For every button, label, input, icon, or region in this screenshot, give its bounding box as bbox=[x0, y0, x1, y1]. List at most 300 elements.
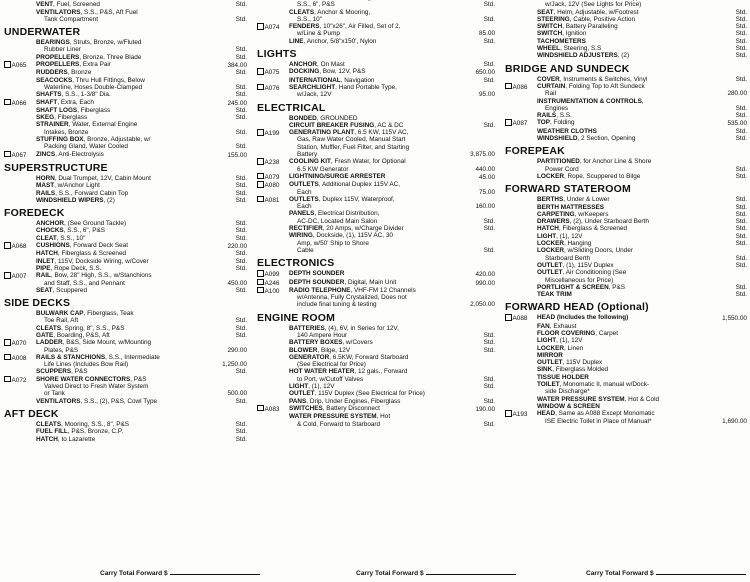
section bbox=[505, 0, 747, 60]
item-description bbox=[288, 398, 465, 405]
item-description bbox=[288, 9, 465, 24]
option-code-text: A099 bbox=[264, 271, 280, 279]
item-price: 245.00 bbox=[227, 99, 247, 107]
option-code bbox=[257, 339, 288, 346]
option-code bbox=[505, 112, 536, 119]
option-code-text: A246 bbox=[264, 279, 280, 287]
list-item bbox=[505, 291, 747, 298]
description-line: FENDERS, 10"x26", Air Filled, Set of 2, bbox=[289, 23, 401, 31]
list-item bbox=[4, 136, 247, 151]
item-description bbox=[35, 61, 217, 69]
item-description bbox=[35, 235, 217, 242]
description-line: BERTH MATTRESSES bbox=[537, 203, 604, 211]
item-description bbox=[288, 158, 465, 173]
description-line: HATCH, Fiberglass & Screened bbox=[36, 250, 127, 258]
option-code bbox=[505, 225, 536, 232]
list-item bbox=[257, 77, 495, 84]
option-code bbox=[4, 368, 35, 375]
description-line: PIPE, Rope Deck, S.S. bbox=[36, 264, 102, 272]
section-title: SIDE DECKS bbox=[4, 297, 71, 310]
list-item bbox=[4, 39, 247, 54]
description-line: Cable bbox=[297, 246, 314, 254]
item-description bbox=[536, 345, 717, 352]
item-description bbox=[35, 1, 217, 8]
option-code bbox=[505, 374, 536, 381]
option-code bbox=[257, 196, 288, 211]
list-item bbox=[505, 247, 747, 262]
item-description bbox=[536, 38, 717, 45]
item-description bbox=[536, 52, 717, 59]
option-code bbox=[257, 158, 288, 173]
item-price: Std. bbox=[235, 368, 247, 376]
list-item bbox=[4, 250, 247, 257]
description-line: DEPTH SOUNDER, Digital, Main Unit bbox=[289, 278, 397, 286]
item-price: Std. bbox=[483, 331, 495, 339]
list-item bbox=[4, 376, 247, 398]
section bbox=[4, 26, 247, 159]
option-code-text: A072 bbox=[11, 376, 27, 384]
description-line: CIRCUIT BREAKER FUSING, AC & DC bbox=[289, 121, 404, 129]
item-price: 3,875.00 bbox=[470, 151, 495, 159]
option-code-text: A008 bbox=[11, 354, 27, 362]
item-description bbox=[536, 352, 717, 359]
description-line: RAILS, S.S. bbox=[537, 112, 572, 120]
item-description bbox=[536, 9, 717, 16]
option-code bbox=[257, 354, 288, 369]
item-price: Std. bbox=[735, 112, 747, 120]
item-description bbox=[35, 258, 217, 265]
item-description bbox=[536, 204, 717, 211]
item-price: Std. bbox=[235, 189, 247, 197]
description-line: SWITCHES, Battery Disconnect bbox=[289, 404, 380, 412]
option-code bbox=[4, 114, 35, 121]
description-line: CLEATS, Mooring, S.S., 8", P&S bbox=[36, 420, 130, 428]
description-line: SINK, Fiberglass Molded bbox=[537, 366, 609, 374]
list-item bbox=[505, 38, 747, 45]
list-item bbox=[505, 352, 747, 359]
list-item bbox=[505, 403, 747, 410]
option-code bbox=[505, 381, 536, 396]
item-price: 155.00 bbox=[227, 151, 247, 159]
description-line: MAST, w/Anchor Light bbox=[36, 182, 100, 190]
description-line: SWITCH, Battery Paralleling bbox=[537, 23, 618, 31]
option-code-text: A087 bbox=[512, 120, 528, 128]
item-description bbox=[288, 84, 465, 99]
item-price: Std. bbox=[235, 220, 247, 228]
item-price: Std. bbox=[735, 135, 747, 143]
option-code bbox=[4, 1, 35, 8]
option-code bbox=[4, 272, 35, 287]
carry-label: Carry Total Forward $ bbox=[356, 570, 424, 577]
checkbox[interactable] bbox=[505, 119, 512, 126]
item-price: 450.00 bbox=[227, 279, 247, 287]
list-item bbox=[505, 45, 747, 52]
section bbox=[505, 183, 747, 298]
description-line: SHAFT LOGS, Fiberglass bbox=[36, 106, 111, 114]
description-line: TOILET, Monomatic II, manual w/Dock- bbox=[537, 381, 650, 389]
option-code bbox=[505, 359, 536, 366]
description-line: PROPELLERS, Bronze, Three Blade bbox=[36, 53, 142, 61]
option-code bbox=[257, 383, 288, 390]
option-code bbox=[4, 54, 35, 61]
checkbox[interactable] bbox=[505, 314, 512, 321]
item-description bbox=[536, 366, 717, 373]
item-price: Std. bbox=[235, 182, 247, 190]
description-line: CLEATS, Spring, 8", S.S., P&S bbox=[36, 324, 125, 332]
list-item bbox=[505, 314, 747, 322]
list-item bbox=[505, 337, 747, 344]
item-price: 45.00 bbox=[479, 173, 495, 181]
list-item bbox=[505, 330, 747, 337]
checkbox[interactable] bbox=[257, 23, 264, 30]
description-line: 140 Ampere Hour bbox=[297, 331, 348, 339]
item-description bbox=[536, 135, 717, 142]
description-line: OUTLETS, Duplex 115V, Waterproof, bbox=[289, 195, 395, 203]
carry-total-forward bbox=[356, 570, 516, 577]
checkbox[interactable] bbox=[257, 84, 264, 91]
checkbox[interactable] bbox=[257, 279, 264, 286]
list-item bbox=[505, 0, 747, 9]
list-item bbox=[4, 242, 247, 250]
description-line: CARPETING, w/Keepers bbox=[537, 210, 609, 218]
list-item bbox=[4, 151, 247, 159]
description-line: LINE, Anchor, 5/8"x150', Nylon bbox=[289, 37, 377, 45]
list-item bbox=[257, 173, 495, 181]
option-code bbox=[4, 421, 35, 428]
item-price: Std. bbox=[735, 165, 747, 173]
item-description bbox=[536, 359, 717, 366]
list-item bbox=[4, 121, 247, 136]
item-description bbox=[536, 30, 717, 37]
description-line: Each bbox=[297, 188, 312, 196]
description-line: ZINCS, Anti-Electrolysis bbox=[36, 150, 104, 158]
option-code bbox=[4, 99, 35, 107]
checkbox[interactable] bbox=[4, 354, 11, 361]
section-title: ELECTRICAL bbox=[257, 101, 326, 114]
description-line: WATER PRESSURE SYSTEM, Hot & Cold bbox=[537, 395, 660, 403]
item-description bbox=[536, 291, 717, 298]
list-item bbox=[505, 240, 747, 247]
list-item bbox=[4, 354, 247, 369]
list-item bbox=[257, 84, 495, 99]
checkbox[interactable] bbox=[257, 129, 264, 136]
description-line: BATTERY BOXES, w/Covers bbox=[289, 339, 373, 347]
option-code bbox=[4, 265, 35, 272]
list-item bbox=[4, 368, 247, 375]
description-line: Waterline, Hoses Double-Clamped bbox=[44, 83, 143, 91]
item-price: Std. bbox=[735, 127, 747, 135]
item-description bbox=[288, 339, 465, 346]
section bbox=[505, 145, 747, 180]
item-price: Std. bbox=[483, 76, 495, 84]
option-code bbox=[505, 314, 536, 322]
checkbox[interactable] bbox=[4, 272, 11, 279]
carry-total-blank bbox=[656, 574, 746, 575]
option-code-text: A075 bbox=[264, 69, 280, 77]
section bbox=[4, 162, 247, 204]
description-line: Each bbox=[297, 203, 312, 211]
item-price: 1,550.00 bbox=[722, 315, 747, 323]
option-code bbox=[257, 129, 288, 158]
item-description bbox=[288, 368, 465, 383]
item-description bbox=[35, 99, 217, 107]
item-description bbox=[536, 247, 717, 262]
list-item bbox=[505, 30, 747, 37]
description-line: ANCHOR, On Mast bbox=[289, 61, 345, 69]
checkbox[interactable] bbox=[257, 158, 264, 165]
item-price: 440.00 bbox=[475, 165, 495, 173]
item-description bbox=[536, 0, 717, 9]
section-title: ENGINE ROOM bbox=[257, 311, 336, 324]
item-description bbox=[536, 323, 717, 330]
checkbox[interactable] bbox=[4, 151, 11, 158]
option-code bbox=[4, 250, 35, 257]
option-code bbox=[257, 287, 288, 309]
item-price: Std. bbox=[235, 435, 247, 443]
item-price: Std. bbox=[735, 225, 747, 233]
checkbox[interactable] bbox=[257, 173, 264, 180]
list-item bbox=[505, 135, 747, 142]
option-code bbox=[4, 235, 35, 242]
list-item bbox=[505, 323, 747, 330]
item-description bbox=[35, 190, 217, 197]
description-line: WINDOW & SCREEN bbox=[537, 402, 600, 410]
option-code-text: A193 bbox=[512, 411, 528, 419]
section bbox=[4, 408, 247, 443]
section bbox=[257, 102, 495, 255]
list-item bbox=[505, 374, 747, 381]
checkbox[interactable] bbox=[257, 405, 264, 412]
checkbox[interactable] bbox=[257, 270, 264, 277]
item-description bbox=[35, 421, 217, 428]
list-item bbox=[4, 310, 247, 325]
option-code-text: A070 bbox=[11, 340, 27, 348]
option-code-text: A086 bbox=[512, 83, 528, 91]
description-line: Rubber Liner bbox=[44, 46, 81, 54]
description-line: STEERING, Cable, Positive Action bbox=[537, 15, 636, 23]
list-item bbox=[4, 1, 247, 8]
option-code bbox=[257, 279, 288, 287]
list-item bbox=[4, 77, 247, 92]
option-code bbox=[257, 398, 288, 405]
item-description bbox=[288, 287, 465, 309]
description-line: Starboard Berth bbox=[545, 254, 591, 262]
option-code bbox=[257, 405, 288, 413]
item-price: 280.00 bbox=[727, 90, 747, 98]
option-code bbox=[4, 136, 35, 151]
option-code bbox=[4, 354, 35, 369]
description-line: FAN, Exhaust bbox=[537, 322, 577, 330]
checkbox[interactable] bbox=[4, 99, 11, 106]
item-description bbox=[536, 330, 717, 337]
list-item bbox=[505, 16, 747, 23]
item-price: Std. bbox=[235, 420, 247, 428]
option-code bbox=[257, 347, 288, 354]
list-item bbox=[505, 9, 747, 16]
option-code-text: A074 bbox=[264, 24, 280, 32]
checkbox[interactable] bbox=[257, 181, 264, 188]
item-price: Std. bbox=[235, 106, 247, 114]
checkbox[interactable] bbox=[257, 68, 264, 75]
item-price: Std. bbox=[235, 324, 247, 332]
option-code-text: A076 bbox=[264, 84, 280, 92]
list-item bbox=[257, 232, 495, 254]
description-line: Engines bbox=[545, 104, 569, 112]
description-line: Valved Direct to Fresh Water System bbox=[44, 383, 149, 391]
item-price: Std. bbox=[235, 83, 247, 91]
column-2 bbox=[257, 0, 495, 582]
option-code bbox=[505, 218, 536, 225]
list-item bbox=[4, 114, 247, 121]
item-price: 290.00 bbox=[227, 346, 247, 354]
item-description bbox=[288, 270, 465, 278]
item-description bbox=[35, 182, 217, 189]
option-code bbox=[505, 211, 536, 218]
option-code bbox=[257, 68, 288, 76]
section bbox=[505, 63, 747, 143]
list-item bbox=[505, 218, 747, 225]
option-code bbox=[505, 247, 536, 262]
checkbox[interactable] bbox=[4, 376, 11, 383]
list-item bbox=[4, 235, 247, 242]
description-line: LOCKER, w/Sliding Doors, Under bbox=[537, 247, 633, 255]
option-code bbox=[505, 396, 536, 403]
item-price: 650.00 bbox=[475, 69, 495, 77]
list-item bbox=[505, 173, 747, 180]
option-code bbox=[4, 69, 35, 76]
option-code bbox=[257, 23, 288, 38]
description-line: GENERATING PLANT, 6.5 KW, 115V AC, bbox=[289, 129, 409, 137]
list-item bbox=[4, 258, 247, 265]
list-item bbox=[505, 410, 747, 425]
description-line: LIGHT, (1), 12V bbox=[537, 232, 583, 240]
item-price: Std. bbox=[235, 257, 247, 265]
description-line: TACHOMETERS bbox=[537, 37, 586, 45]
description-line: LOCKER, Rope, Scuppered to Bilge bbox=[537, 172, 641, 180]
list-item bbox=[505, 98, 747, 113]
description-line: RAILS & STANCHIONS, S.S., Intermediate bbox=[36, 353, 160, 361]
carry-label: Carry Total Forward $ bbox=[586, 570, 654, 577]
checkbox[interactable] bbox=[4, 339, 11, 346]
section-title: BRIDGE AND SUNDECK bbox=[505, 62, 630, 75]
description-line: PANS, Drip, Under Engines, Fiberglass bbox=[289, 397, 401, 405]
description-line: HOT WATER HEATER, 12 gals., Forward bbox=[289, 368, 408, 376]
description-line: LIGHT, (1), 12V bbox=[289, 383, 335, 391]
description-line: BEARINGS, Struts, Bronze, w/Fluted bbox=[36, 39, 142, 47]
item-price: Std. bbox=[735, 23, 747, 31]
checkbox[interactable] bbox=[505, 410, 512, 417]
checkbox[interactable] bbox=[257, 287, 264, 294]
description-line: BATTERIES, (4), 6V, in Series for 12V, bbox=[289, 324, 399, 332]
list-item bbox=[4, 91, 247, 98]
list-item bbox=[257, 122, 495, 129]
list-item bbox=[505, 262, 747, 269]
item-description bbox=[288, 0, 465, 9]
description-line: SEAT, Scuppered bbox=[36, 286, 88, 294]
description-line: OUTLETS, Additional Duplex 115V AC, bbox=[289, 181, 401, 189]
option-code-text: A083 bbox=[264, 405, 280, 413]
list-item bbox=[257, 383, 495, 390]
option-code bbox=[4, 287, 35, 294]
item-description bbox=[288, 38, 465, 45]
description-line: Battery bbox=[297, 151, 318, 159]
section bbox=[505, 301, 747, 424]
item-description bbox=[536, 374, 717, 381]
checkbox[interactable] bbox=[4, 61, 11, 68]
description-line: RECTIFIER, 20 Amps, w/Charge Divider bbox=[289, 225, 404, 233]
option-code bbox=[505, 38, 536, 45]
item-description bbox=[288, 68, 465, 76]
list-item bbox=[257, 68, 495, 76]
section-title: UNDERWATER bbox=[4, 26, 81, 39]
option-code bbox=[257, 270, 288, 278]
option-code bbox=[505, 410, 536, 425]
option-code-text: A238 bbox=[264, 159, 280, 167]
checkbox[interactable] bbox=[505, 83, 512, 90]
description-line: PROPELLERS, Extra Pair bbox=[36, 61, 111, 69]
option-code bbox=[257, 9, 288, 24]
item-description bbox=[536, 16, 717, 23]
item-description bbox=[536, 396, 717, 403]
list-item bbox=[257, 115, 495, 122]
list-item bbox=[4, 272, 247, 287]
item-description bbox=[35, 69, 217, 76]
item-price: Std. bbox=[235, 91, 247, 99]
description-line: DOCKING, Bow, 12V, P&S bbox=[289, 68, 366, 76]
option-code-text: A066 bbox=[11, 99, 27, 107]
item-price: Std. bbox=[483, 225, 495, 233]
item-price: 1,250.00 bbox=[222, 361, 247, 369]
list-item bbox=[505, 225, 747, 232]
item-description bbox=[288, 413, 465, 428]
item-price: 85.00 bbox=[479, 30, 495, 38]
description-line: Power Cord bbox=[545, 165, 579, 173]
list-item bbox=[505, 366, 747, 373]
description-line: RUDDERS, Bronze bbox=[36, 69, 92, 77]
description-line: Tank Compartment bbox=[44, 15, 98, 23]
section-title: FOREPEAK bbox=[505, 145, 565, 158]
option-code bbox=[4, 220, 35, 227]
item-description bbox=[35, 121, 217, 136]
option-code bbox=[257, 225, 288, 232]
option-code bbox=[505, 240, 536, 247]
item-description bbox=[536, 403, 717, 410]
item-price: 190.00 bbox=[475, 405, 495, 413]
option-code-text: A100 bbox=[264, 287, 280, 295]
list-item bbox=[257, 196, 495, 211]
option-code bbox=[4, 325, 35, 332]
option-code bbox=[505, 119, 536, 127]
checkbox[interactable] bbox=[257, 196, 264, 203]
item-price: Std. bbox=[235, 128, 247, 136]
item-description bbox=[536, 284, 717, 291]
item-description bbox=[288, 232, 465, 254]
item-price: Std. bbox=[235, 196, 247, 204]
item-price: Std. bbox=[735, 240, 747, 248]
description-line: Toe Rail, Aft bbox=[44, 317, 79, 325]
section-title: ELECTRONICS bbox=[257, 257, 335, 270]
description-line: ANCHOR, (See Ground Tackle) bbox=[36, 220, 127, 228]
option-code-text: A199 bbox=[264, 130, 280, 138]
option-code bbox=[257, 173, 288, 181]
description-line: HATCH, to Lazarette bbox=[36, 435, 96, 443]
description-line: BULWARK CAP, Fiberglass, Teak bbox=[36, 310, 134, 318]
checkbox[interactable] bbox=[4, 242, 11, 249]
description-line: CLEAT, S.S., 10" bbox=[36, 234, 86, 242]
carry-total-blank bbox=[170, 574, 260, 575]
item-price: 95.00 bbox=[479, 91, 495, 99]
item-price: Std. bbox=[483, 121, 495, 129]
